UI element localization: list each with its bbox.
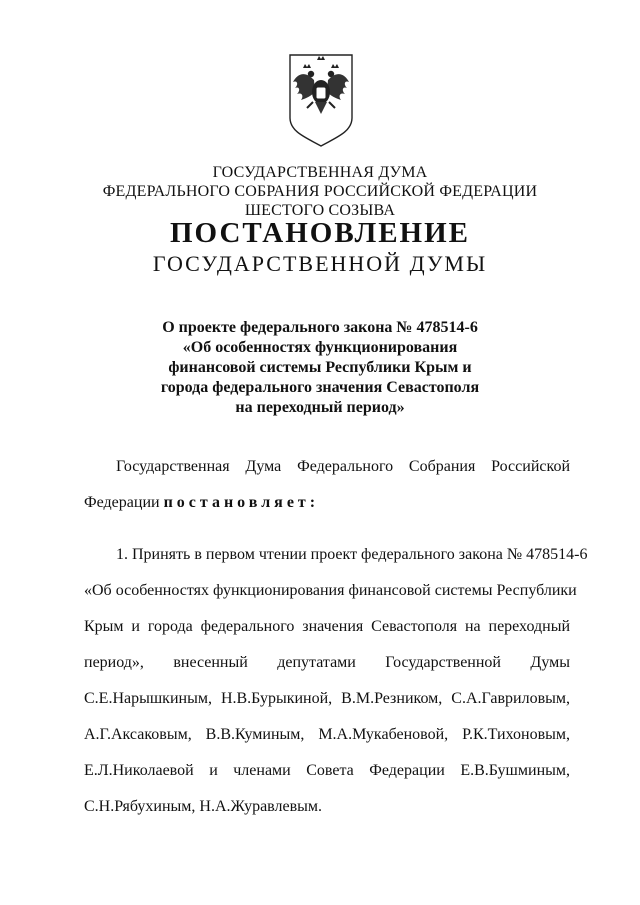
- clause-line: период», внесенный депутатами Государственной Думы: [84, 654, 570, 671]
- document-subtitle: ГОСУДАРСТВЕННОЙ ДУМЫ: [152, 251, 488, 276]
- clause-line: Крым и города федерального значения Севастополя на переходный: [84, 618, 570, 635]
- preamble-line: [84, 492, 570, 514]
- clause-line: 1. Принять в первом чтении проект федерального закона № 478514-6: [116, 546, 588, 563]
- law-title-line: «Об особенностях функционирования: [182, 339, 458, 356]
- clause-line: «Об особенностях функционирования финансовой системы Республики: [84, 582, 577, 599]
- clause-line: А.Г.Аксаковым, В.В.Куминым, М.А.Мукабеновой, Р.К.Тихоновым,: [84, 726, 570, 743]
- law-title-line: на переходный период»: [235, 399, 405, 416]
- clause-line: Е.Л.Николаевой и членами Совета Федерации Е.В.Бушминым,: [84, 762, 570, 779]
- law-title-line: города федерального значения Севастополя: [160, 379, 480, 396]
- clause-line: С.Е.Нарышкиным, Н.В.Бурыкиной, В.М.Резником, С.А.Гавриловым,: [84, 690, 570, 707]
- law-title-block: [0, 318, 640, 418]
- issuer-header: [0, 163, 640, 220]
- document-type-title: ПОСТАНОВЛЕНИЕ: [169, 217, 470, 249]
- clause-line: С.Н.Рябухиным, Н.А.Журавлевым.: [84, 798, 323, 815]
- issuer-line-3: ШЕСТОГО СОЗЫВА: [244, 202, 396, 219]
- decree-verb: постановляет:: [163, 494, 320, 511]
- law-title-line: финансовой системы Республики Крым и: [168, 359, 472, 376]
- issuer-line-1: ГОСУДАРСТВЕННАЯ ДУМА: [212, 164, 428, 181]
- coat-of-arms-icon: [287, 52, 355, 148]
- preamble-text: Федерации: [84, 494, 160, 511]
- law-title-line: О проекте федерального закона № 478514-6: [162, 319, 478, 336]
- issuer-line-2: ФЕДЕРАЛЬНОГО СОБРАНИЯ РОССИЙСКОЙ ФЕДЕРАЦИИ: [102, 183, 538, 200]
- preamble-line: Государственная Дума Федерального Собрания Российской: [116, 458, 570, 475]
